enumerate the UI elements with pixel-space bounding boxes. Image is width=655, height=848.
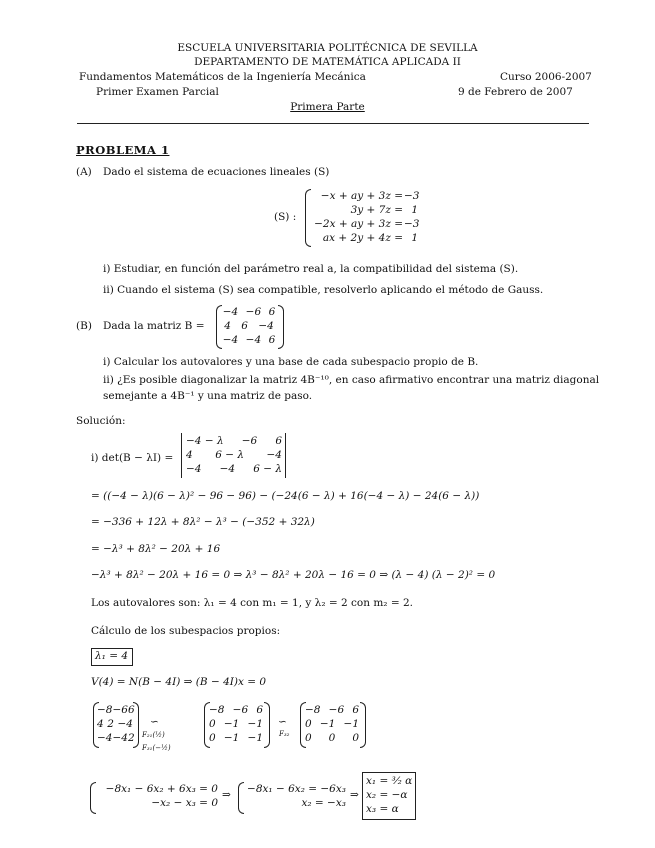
lambda1-label: λ₁ = 4 [95, 650, 129, 662]
m3-23: −1 [343, 718, 359, 730]
m2-31: 0 [209, 732, 216, 744]
x3-solution: x₃ = α [366, 803, 399, 815]
solution-values [366, 774, 412, 816]
b-13: 6 [268, 306, 276, 318]
part-a-text: Dado el sistema de ecuaciones lineales (S) [103, 166, 330, 178]
system-row-1-rhs: −3 [404, 190, 420, 202]
m3-right-paren [360, 702, 366, 748]
det-simplify-1: = −336 + 12λ + 8λ² − λ³ − (−352 + 32λ) [91, 516, 315, 528]
d-32: −4 [219, 463, 236, 475]
b-11: −4 [222, 306, 239, 318]
m3-22: −1 [319, 718, 336, 730]
sys1 [96, 782, 218, 810]
m2-21: 0 [209, 718, 216, 730]
b-32: −4 [245, 334, 262, 346]
m1-23: −4 [117, 718, 133, 730]
system-row-1-lhs: −x + ay + 3z = [320, 190, 403, 202]
m3-33: 0 [352, 732, 359, 744]
row-equivalence-icon-2: ∽ [278, 716, 287, 728]
system-row-3-rhs: −3 [404, 218, 420, 230]
part-b-label: (B) [76, 320, 92, 332]
department-name: DEPARTAMENTO DE MATEMÁTICA APLICADA II [194, 56, 461, 68]
eigenvalues-line: Los autovalores son: λ₁ = 4 con m₁ = 1, y λ₂ = 2 con m₂ = 2. [91, 597, 413, 609]
eigenspace-v4: V(4) = N(B − 4I) ⇒ (B − 4I)x = 0 [91, 676, 267, 688]
d-33: 6 − λ [253, 463, 282, 475]
d-31: −4 [186, 463, 202, 475]
d-22: 6 − λ [215, 449, 244, 461]
sys2 [244, 782, 346, 810]
m1-12: −6 [112, 704, 128, 716]
det-simplify-2: = −λ³ + 8λ² − 20λ + 16 [91, 543, 221, 555]
matrix-b-right-paren [278, 305, 284, 349]
m3-12: −6 [328, 704, 345, 716]
characteristic-equation: −λ³ + 8λ² − 20λ + 16 = 0 ⇒ λ³ − 8λ² + 20λ − 16 = 0 ⇒ (λ − 4) (λ − 2)² = 0 [91, 569, 496, 581]
m1-13: 6 [127, 704, 135, 716]
m1-22: 2 [107, 718, 114, 730]
m2-12: −6 [232, 704, 249, 716]
implies-arrow-1: ⇒ [222, 789, 231, 801]
sys1-row-2: −x₂ − x₃ = 0 [151, 797, 218, 809]
row-equivalence-icon: ∽ [150, 716, 159, 728]
system-row-2-lhs: 3y + 7z = [350, 204, 403, 216]
problem-title: PROBLEMA 1 [76, 143, 170, 157]
m1-11: −8 [97, 704, 113, 716]
m1-31: −4 [97, 732, 113, 744]
matrix-m2 [209, 703, 263, 745]
det-right-bar [285, 433, 286, 478]
m1-33: 2 [127, 732, 135, 744]
sys2-row-1: −8x₁ − 6x₂ = −6x₃ [247, 783, 346, 795]
m1-right-paren [133, 702, 139, 748]
part-a-item-i: i) Estudiar, en función del parámetro real a, la compatibilidad del sistema (S). [103, 263, 519, 275]
m2-33: −1 [247, 732, 263, 744]
row-op-3: F₃₂ [279, 730, 290, 738]
b-33: 6 [268, 334, 276, 346]
part-a-item-ii: ii) Cuando el sistema (S) sea compatible, resolverlo aplicando el método de Gauss. [103, 284, 544, 296]
course-year: Curso 2006-2007 [500, 71, 592, 83]
b-12: −6 [245, 306, 262, 318]
m2-23: −1 [247, 718, 263, 730]
matrix-m1 [97, 703, 133, 745]
m2-13: 6 [256, 704, 263, 716]
d-23: −4 [266, 449, 282, 461]
system-rhs [404, 189, 418, 245]
m3-11: −8 [305, 704, 321, 716]
d-12: −6 [241, 435, 258, 447]
row-op-2: F₃₁(−½) [142, 744, 171, 752]
det-matrix [186, 434, 282, 476]
m3-31: 0 [305, 732, 312, 744]
part-b-item-i: i) Calcular los autovalores y una base de cada subespacio propio de B. [103, 356, 479, 368]
m1-32: −4 [112, 732, 128, 744]
system-row-2-rhs: 1 [411, 204, 418, 216]
det-expansion: = ((−4 − λ)(6 − λ)² − 96 − 96) − (−24(6 − λ) + 16(−4 − λ) − 24(6 − λ)) [91, 490, 480, 502]
system-row-3-lhs: −2x + ay + 3z = [314, 218, 403, 230]
part-b-item-ii-line-2: semejante a 4B⁻¹ y una matriz de paso. [103, 390, 313, 402]
m3-32: 0 [328, 732, 336, 744]
m3-21: 0 [305, 718, 312, 730]
matrix-b [219, 305, 279, 347]
m1-21: 4 [97, 718, 104, 730]
m2-11: −8 [209, 704, 225, 716]
m2-22: −1 [223, 718, 240, 730]
part-a-label: (A) [76, 166, 92, 178]
implies-arrow-2: ⇒ [350, 789, 359, 801]
d-11: −4 − λ [186, 435, 224, 447]
m2-right-paren [264, 702, 270, 748]
d-13: 6 [275, 435, 282, 447]
det-left-bar [181, 433, 182, 478]
matrix-m3 [305, 703, 359, 745]
x1-solution: x₁ = ³⁄₂ α [366, 775, 413, 787]
part-title: Primera Parte [290, 101, 365, 113]
m3-13: 6 [352, 704, 359, 716]
b-21: 4 [224, 320, 231, 332]
row-op-1: F₂₁(½) [142, 731, 165, 739]
header-divider [77, 123, 589, 124]
solution-label: Solución: [76, 415, 126, 427]
school-name: ESCUELA UNIVERSITARIA POLITÉCNICA DE SEVILLA [177, 42, 478, 54]
sys1-row-1: −8x₁ − 6x₂ + 6x₃ = 0 [105, 783, 218, 795]
system-row-4-lhs: ax + 2y + 4z = [322, 232, 403, 244]
part-b-text: Dada la matriz B = [103, 320, 205, 332]
x2-solution: x₂ = −α [366, 789, 408, 801]
eigenspaces-heading: Cálculo de los subespacios propios: [91, 625, 281, 637]
system-row-4-rhs: 1 [411, 232, 418, 244]
b-22: 6 [241, 320, 248, 332]
b-31: −4 [222, 334, 239, 346]
det-label: i) det(B − λI) = [91, 452, 174, 464]
b-23: −4 [258, 320, 274, 332]
course-name: Fundamentos Matemáticos de la Ingeniería Mecánica [79, 71, 366, 83]
exam-name: Primer Examen Parcial [96, 86, 219, 98]
system-lhs [308, 189, 403, 245]
system-label: (S) : [274, 211, 297, 223]
exam-date: 9 de Febrero de 2007 [458, 86, 573, 98]
d-21: 4 [186, 449, 193, 461]
sys2-row-2: x₂ = −x₃ [301, 797, 346, 809]
m2-32: −1 [223, 732, 240, 744]
part-b-item-ii-line-1: ii) ¿Es posible diagonalizar la matriz 4B⁻¹⁰, en caso afirmativo encontrar una matriz diagonal [103, 374, 600, 386]
